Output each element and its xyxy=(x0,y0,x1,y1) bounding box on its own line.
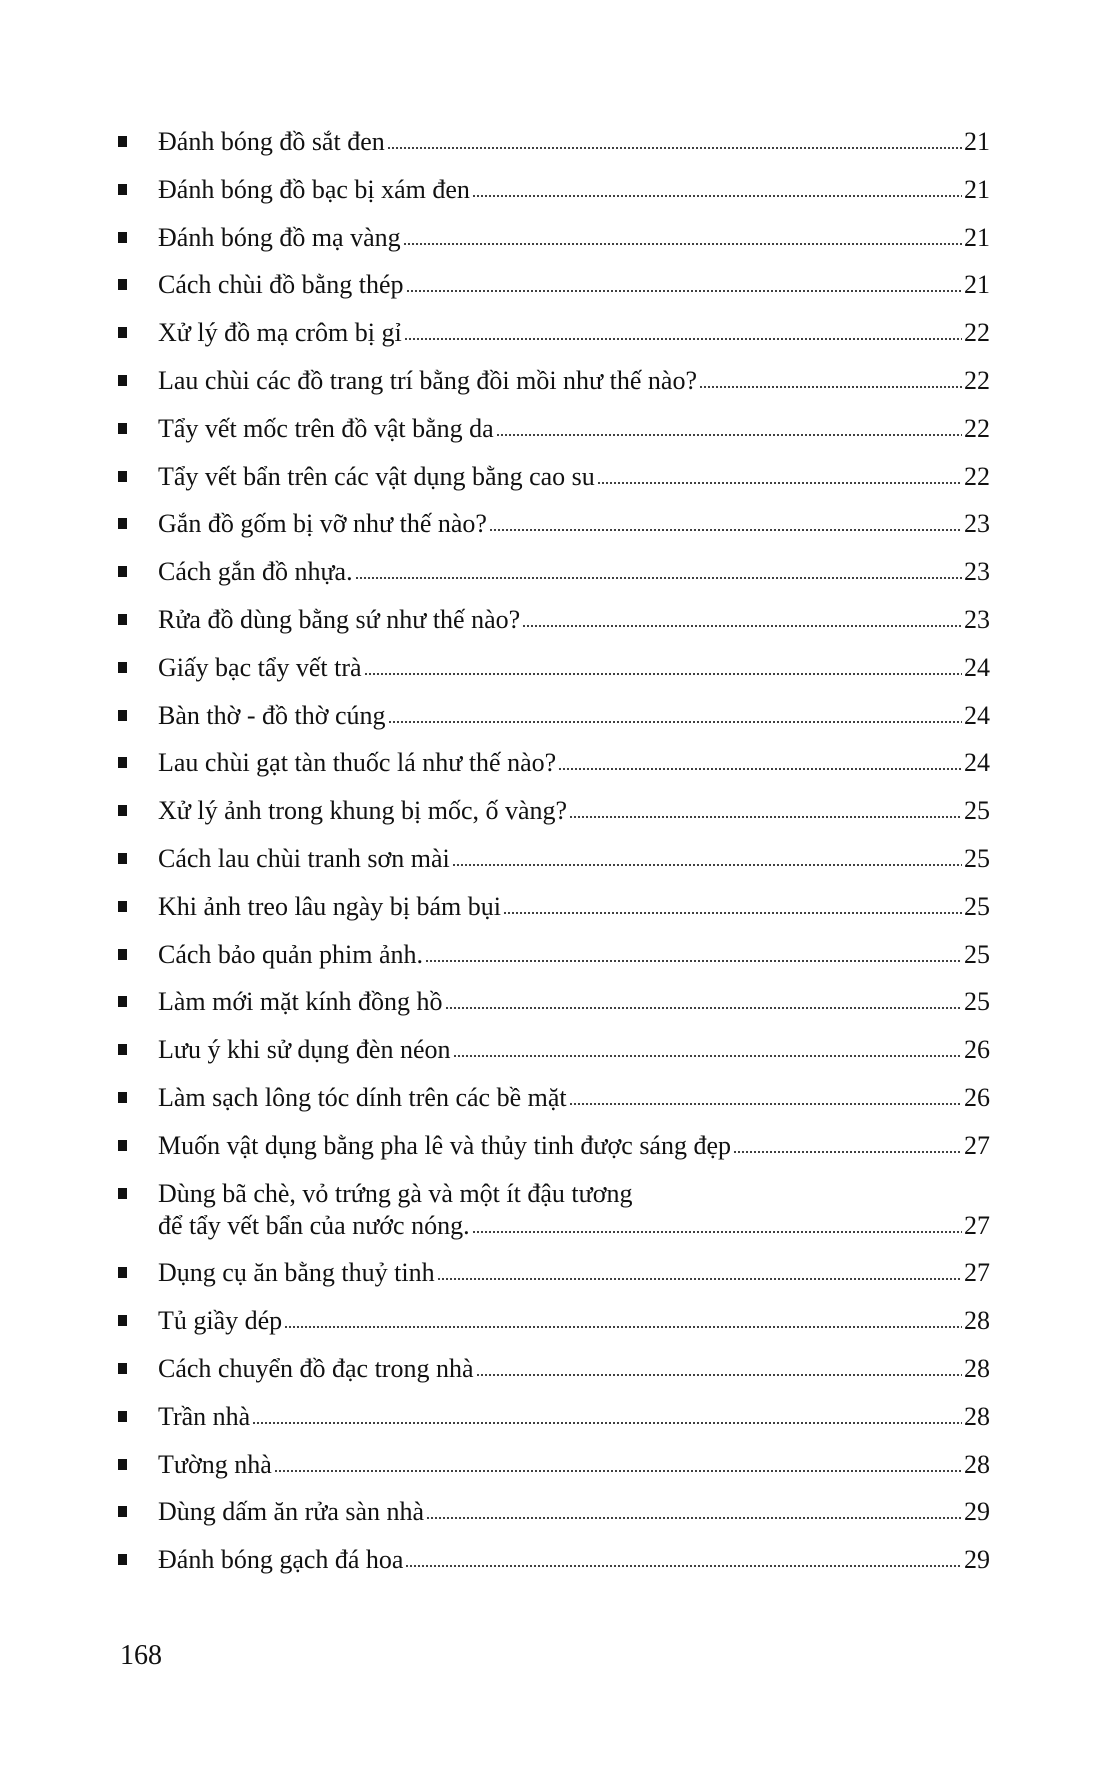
toc-entry-page: 24 xyxy=(964,748,990,778)
toc-entry[interactable] xyxy=(118,126,990,158)
dot-leader xyxy=(388,720,962,724)
dot-leader xyxy=(522,624,962,628)
toc-entry-title: Đánh bóng đồ bạc bị xám đen xyxy=(158,174,470,204)
toc-entry-page: 24 xyxy=(964,652,990,682)
toc-entry[interactable] xyxy=(118,508,990,540)
toc-entry-page: 21 xyxy=(964,127,990,156)
dot-leader xyxy=(472,1230,962,1234)
toc-entry-page: 24 xyxy=(964,700,990,730)
toc-entry-page: 28 xyxy=(964,1449,990,1479)
toc-entry[interactable] xyxy=(118,1544,990,1576)
toc-entry-page: 27 xyxy=(964,1258,990,1288)
toc-entry-page: 22 xyxy=(964,461,990,491)
toc-entry-page: 23 xyxy=(964,604,990,634)
toc-entry-title: Tủ giầy dép xyxy=(158,1306,283,1336)
toc-entry-title: Cách chuyển đồ đạc trong nhà xyxy=(158,1353,474,1383)
square-bullet-icon xyxy=(118,566,127,577)
dot-leader xyxy=(387,146,962,150)
square-bullet-icon xyxy=(118,1459,127,1470)
toc-entry-page: 22 xyxy=(964,318,990,348)
toc-entry[interactable] xyxy=(118,939,990,971)
dot-leader xyxy=(569,1102,962,1106)
toc-entry-title: Giấy bạc tẩy vết trà xyxy=(158,652,362,682)
toc-entry-title: Dùng bã chè, vỏ trứng gà và một ít đậu tương xyxy=(158,1178,633,1208)
toc-entry-title: Xử lý đồ mạ crôm bị gỉ xyxy=(158,318,402,348)
toc-entry-title: Dụng cụ ăn bằng thuỷ tinh xyxy=(158,1258,435,1288)
dot-leader xyxy=(733,1150,962,1154)
toc-entry[interactable] xyxy=(118,317,990,349)
dot-leader xyxy=(425,959,962,963)
toc-entry-title: Cách bảo quản phim ảnh. xyxy=(158,939,423,969)
toc-entry-page: 27 xyxy=(964,1210,990,1240)
toc-entry-page: 25 xyxy=(964,987,990,1017)
square-bullet-icon xyxy=(118,1363,127,1374)
toc-entry-title: để tẩy vết bẩn của nước nóng. xyxy=(158,1210,470,1240)
toc-entry-page: 28 xyxy=(964,1306,990,1336)
toc-entry-page: 21 xyxy=(964,222,990,252)
toc-entry[interactable] xyxy=(118,747,990,779)
dot-leader xyxy=(496,433,962,437)
toc-entry[interactable] xyxy=(118,1496,990,1528)
square-bullet-icon xyxy=(118,901,127,912)
toc-entry[interactable] xyxy=(118,222,990,254)
dot-leader xyxy=(453,1054,963,1058)
dot-leader xyxy=(355,576,962,580)
square-bullet-icon xyxy=(118,1267,127,1278)
toc-entry-title: Đánh bóng gạch đá hoa xyxy=(158,1545,404,1575)
toc-entry[interactable] xyxy=(118,1130,990,1162)
toc-entry-title: Tường nhà xyxy=(158,1449,272,1479)
square-bullet-icon xyxy=(118,1140,127,1151)
toc-entry[interactable] xyxy=(118,1305,990,1337)
toc-entry[interactable] xyxy=(118,1449,990,1481)
toc-entry-title: Bàn thờ - đồ thờ cúng xyxy=(158,700,386,730)
square-bullet-icon xyxy=(118,614,127,625)
dot-leader xyxy=(476,1373,962,1377)
square-bullet-icon xyxy=(118,1188,127,1199)
dot-leader xyxy=(699,385,962,389)
square-bullet-icon xyxy=(118,1554,127,1565)
square-bullet-icon xyxy=(118,710,127,721)
dot-leader xyxy=(597,481,962,485)
square-bullet-icon xyxy=(118,853,127,864)
toc-entry-page: 22 xyxy=(964,365,990,395)
square-bullet-icon xyxy=(118,996,127,1007)
square-bullet-icon xyxy=(118,518,127,529)
toc-entry-page: 25 xyxy=(964,796,990,826)
toc-entry-page: 25 xyxy=(964,843,990,873)
dot-leader xyxy=(503,911,962,915)
toc-entry-title: Cách gắn đồ nhựa. xyxy=(158,557,353,587)
table-of-contents xyxy=(118,126,990,1592)
toc-entry[interactable] xyxy=(118,174,990,206)
toc-entry-title: Cách lau chùi tranh sơn mài xyxy=(158,843,450,873)
dot-leader xyxy=(426,1516,962,1520)
dot-leader xyxy=(558,767,962,771)
toc-entry-title: Đánh bóng đồ mạ vàng xyxy=(158,222,401,252)
square-bullet-icon xyxy=(118,1411,127,1422)
toc-entry-title: Làm sạch lông tóc dính trên các bề mặt xyxy=(158,1082,567,1112)
dot-leader xyxy=(406,289,963,293)
square-bullet-icon xyxy=(118,949,127,960)
toc-entry-page: 29 xyxy=(964,1497,990,1527)
toc-entry-title: Muốn vật dụng bằng pha lê và thủy tinh được sáng đẹp xyxy=(158,1130,732,1160)
square-bullet-icon xyxy=(118,423,127,434)
toc-entry-page: 22 xyxy=(964,413,990,443)
toc-entry[interactable] xyxy=(118,1257,990,1289)
dot-leader xyxy=(274,1469,962,1473)
square-bullet-icon xyxy=(118,375,127,386)
toc-entry-title: Rửa đồ dùng bằng sứ như thế nào? xyxy=(158,604,521,634)
toc-entry[interactable] xyxy=(118,652,990,684)
toc-entry-title: Xử lý ảnh trong khung bị mốc, ố vàng? xyxy=(158,796,568,826)
toc-entry-page: 25 xyxy=(964,939,990,969)
toc-entry[interactable] xyxy=(118,1401,990,1433)
toc-entry-title: Lau chùi gạt tàn thuốc lá như thế nào? xyxy=(158,748,557,778)
toc-entry[interactable] xyxy=(118,365,990,397)
toc-entry[interactable] xyxy=(118,1082,990,1114)
dot-leader xyxy=(364,672,962,676)
toc-entry[interactable] xyxy=(118,843,990,875)
toc-entry[interactable] xyxy=(118,461,990,493)
dot-leader xyxy=(489,528,962,532)
dot-leader xyxy=(284,1325,962,1329)
toc-entry-title: Trần nhà xyxy=(158,1401,251,1431)
toc-entry-title: Tẩy vết bẩn trên các vật dụng bằng cao su xyxy=(158,461,595,491)
toc-entry-page: 26 xyxy=(964,1082,990,1112)
toc-entry-page: 25 xyxy=(964,891,990,921)
toc-entry-title: Cách chùi đồ bằng thép xyxy=(158,270,404,300)
toc-entry-title: Lau chùi các đồ trang trí bằng đồi mồi như thế nào? xyxy=(158,365,697,395)
toc-entry-page: 28 xyxy=(964,1401,990,1431)
dot-leader xyxy=(569,815,962,819)
toc-entry-title: Gắn đồ gốm bị vỡ như thế nào? xyxy=(158,509,487,539)
toc-entry-title: Làm mới mặt kính đồng hồ xyxy=(158,987,443,1017)
dot-leader xyxy=(445,1006,962,1010)
page-number: 168 xyxy=(120,1640,162,1671)
toc-entry-title: Khi ảnh treo lâu ngày bị bám bụi xyxy=(158,891,501,921)
square-bullet-icon xyxy=(118,662,127,673)
toc-entry[interactable] xyxy=(118,604,990,636)
toc-entry-title: Dùng dấm ăn rửa sàn nhà xyxy=(158,1497,425,1527)
toc-entry-title: Tẩy vết mốc trên đồ vật bằng da xyxy=(158,413,494,443)
square-bullet-icon xyxy=(118,136,127,147)
toc-entry[interactable] xyxy=(118,986,990,1018)
toc-entry[interactable] xyxy=(118,1178,990,1242)
toc-entry-page: 27 xyxy=(964,1130,990,1160)
toc-entry-page: 21 xyxy=(964,174,990,204)
dot-leader xyxy=(405,1564,962,1568)
square-bullet-icon xyxy=(118,327,127,338)
toc-entry-title: Đánh bóng đồ sắt đen xyxy=(158,127,385,156)
toc-entry-page: 23 xyxy=(964,557,990,587)
square-bullet-icon xyxy=(118,757,127,768)
toc-entry-page: 21 xyxy=(964,270,990,300)
square-bullet-icon xyxy=(118,232,127,243)
toc-entry-page: 29 xyxy=(964,1545,990,1575)
square-bullet-icon xyxy=(118,805,127,816)
dot-leader xyxy=(437,1277,962,1281)
dot-leader xyxy=(403,242,962,246)
toc-entry[interactable] xyxy=(118,795,990,827)
toc-entry-title: Lưu ý khi sử dụng đèn néon xyxy=(158,1035,451,1065)
dot-leader xyxy=(472,194,962,198)
square-bullet-icon xyxy=(118,1506,127,1517)
toc-entry-page: 28 xyxy=(964,1353,990,1383)
toc-entry-page: 23 xyxy=(964,509,990,539)
square-bullet-icon xyxy=(118,279,127,290)
toc-entry[interactable] xyxy=(118,413,990,445)
toc-entry[interactable] xyxy=(118,269,990,301)
toc-entry[interactable] xyxy=(118,556,990,588)
square-bullet-icon xyxy=(118,1044,127,1055)
toc-entry-page: 26 xyxy=(964,1035,990,1065)
toc-entry[interactable] xyxy=(118,700,990,732)
square-bullet-icon xyxy=(118,1315,127,1326)
toc-entry[interactable] xyxy=(118,891,990,923)
toc-entry[interactable] xyxy=(118,1353,990,1385)
square-bullet-icon xyxy=(118,471,127,482)
toc-entry[interactable] xyxy=(118,1034,990,1066)
square-bullet-icon xyxy=(118,1092,127,1103)
dot-leader xyxy=(404,337,962,341)
dot-leader xyxy=(252,1421,962,1425)
dot-leader xyxy=(452,863,962,867)
square-bullet-icon xyxy=(118,184,127,195)
